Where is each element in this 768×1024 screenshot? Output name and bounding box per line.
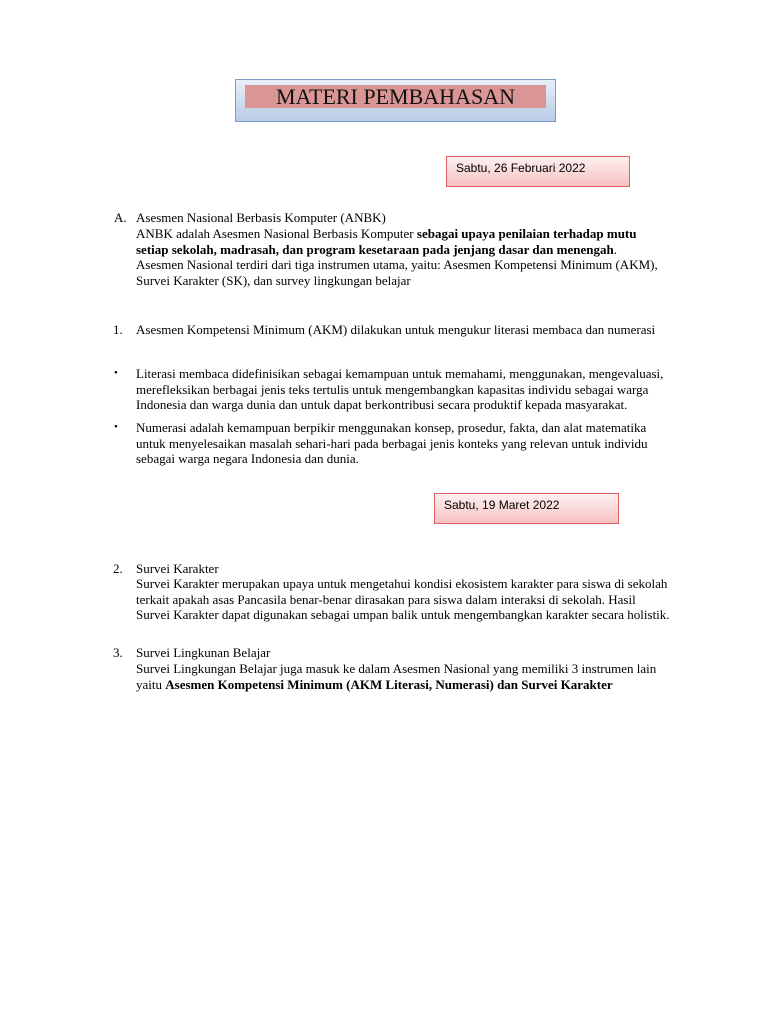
item-1-marker: 1. xyxy=(113,322,123,337)
date-box-2 xyxy=(434,493,619,524)
item-2-heading: Survei Karakter xyxy=(136,561,219,576)
bullet-2-symbol: • xyxy=(114,421,118,433)
item-3-text-1: Survei Lingkungan Belajar juga masuk ke dalam Asesmen Nasional yang memiliki 3 instrumen lain yaitu xyxy=(136,661,657,692)
date-text-2: Sabtu, 19 Maret 2022 xyxy=(444,498,560,512)
bullet-2-text: Numerasi adalah kemampuan berpikir menggunakan konsep, prosedur, fakta, dan alat matematika untuk menyelesaikan masalah sehari-hari pada berbagai jenis konteks yang relevan untuk individu sebagai warga negara Indonesia dan dunia. xyxy=(136,420,648,466)
bullet-1-text: Literasi membaca didefinisikan sebagai kemampuan untuk memahami, menggunakan, mengevaluasi, merefleksikan berbagai jenis teks tertulis untuk mengembangkan kapasitas individu sebagai warga Indonesia dan warga dunia dan untuk dapat berkontribusi secara produktif kepada masyarakat. xyxy=(136,366,664,412)
section-a-intro xyxy=(136,226,666,288)
item-2-text: Survei Karakter merupakan upaya untuk mengetahui kondisi ekosistem karakter para siswa di sekolah terkait apakah asas Pancasila benar-benar dirasakan para siswa dalam interaksi di sekolah. Hasil Survei Karakter dapat digunakan sebagai umpan balik untuk mengembangkan karakter secara holistik. xyxy=(136,576,670,622)
page-title: MATERI PEMBAHASAN xyxy=(245,85,546,108)
bullet-1-symbol: • xyxy=(114,367,118,379)
section-a-heading: Asesmen Nasional Berbasis Komputer (ANBK) xyxy=(136,210,386,225)
section-a-intro-text-1: ANBK adalah Asesmen Nasional Berbasis Komputer xyxy=(136,226,417,241)
section-a-intro-bold: sebagai upaya penilaian terhadap mutu setiap sekolah, madrasah, dan program kesetaraan pada jenjang dasar dan menengah xyxy=(136,226,637,257)
date-text-1: Sabtu, 26 Februari 2022 xyxy=(456,161,586,175)
item-3-heading: Survei Lingkunan Belajar xyxy=(136,645,271,660)
item-3-text-bold: Asesmen Kompetensi Minimum (AKM Literasi, Numerasi) dan Survei Karakter xyxy=(165,676,613,692)
item-2-marker: 2. xyxy=(113,561,123,576)
title-box xyxy=(235,79,556,122)
item-3-text xyxy=(136,661,671,692)
section-a-marker: A. xyxy=(114,210,127,225)
item-3-marker: 3. xyxy=(113,645,123,660)
date-box-1 xyxy=(446,156,630,187)
section-a-intro-text-2: . Asesmen Nasional terdiri dari tiga instrumen utama, yaitu: Asesmen Kompetensi Minimum (AKM), Survei Karakter (SK), dan survey lingkungan belajar xyxy=(136,241,658,288)
item-1-text: Asesmen Kompetensi Minimum (AKM) dilakukan untuk mengukur literasi membaca dan numerasi xyxy=(136,322,656,337)
